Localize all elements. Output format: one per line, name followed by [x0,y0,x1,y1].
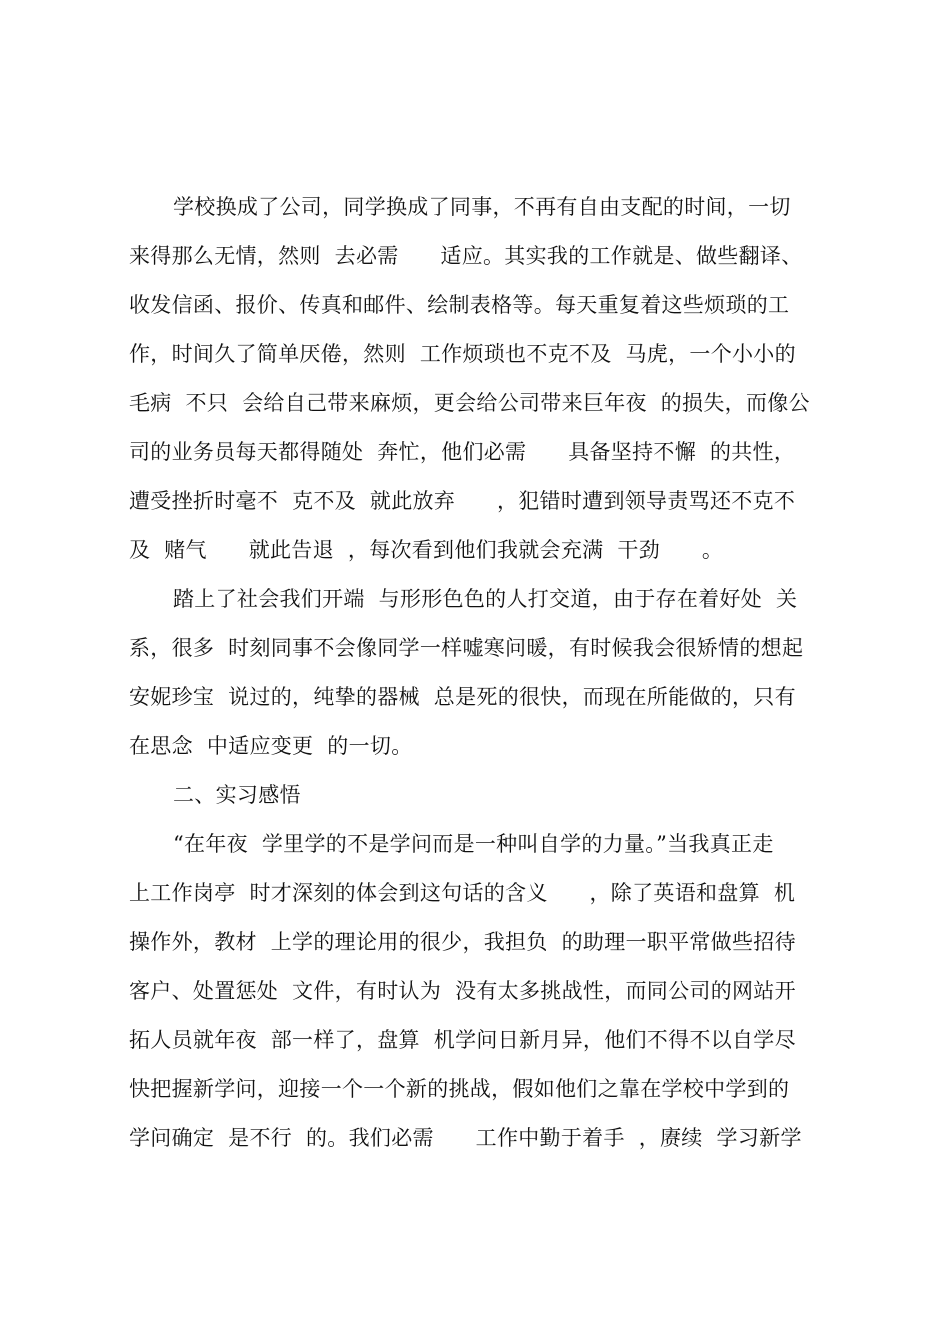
paragraph-2-line-1: 踏上了社会我们开端 与形形色色的人打交道，由于存在着好处 关 [173,587,798,611]
paragraph-1-line-1: 学校换成了公司，同学换成了同事，不再有自由支配的时间，一切 [173,195,791,219]
paragraph-2-line-4: 在思念 中适应变更 的一切。 [129,734,413,758]
paragraph-2-line-2: 系，很多 时刻同事不会像同学一样嘘寒问暖，有时候我会很矫情的想起 [129,636,804,660]
paragraph-2-line-3: 安妮珍宝 说过的，纯挚的器械 总是死的很快，而现在所能做的，只有 [129,685,796,709]
paragraph-3-line-1: “在年夜 学里学的不是学问而是一种叫自学的力量。”当我真正走 [173,832,774,856]
paragraph-3-line-2: 上工作岗亭 时才深刻的体会到这句话的含义 ，除了英语和盘算 机 [129,881,796,905]
paragraph-3-line-7: 学问确定 是不行 的。我们必需 工作中勤于着手 ，赓续 学习新学 [129,1126,802,1150]
paragraph-3-line-6: 快把握新学问，迎接一个一个新的挑战，假如他们之靠在学校中学到的 [129,1077,790,1101]
paragraph-3-line-4: 客户、处置惩处 文件，有时认为 没有太多挑战性，而同公司的网站开 [129,979,796,1003]
paragraph-1-line-4: 作，时间久了简单厌倦，然则 工作烦琐也不克不及 马虎，一个小小的 [129,342,796,366]
paragraph-3-line-3: 操作外，教材 上学的理论用的很少，我担负 的助理一职平常做些招待 [129,930,796,954]
paragraph-1-line-7: 遭受挫折时毫不 克不及 就此放弃 ，犯错时遭到领导责骂还不克不 [129,489,796,513]
paragraph-1-line-8: 及 赌气 就此告退 ，每次看到他们我就会充满 干劲 。 [129,538,724,562]
paragraph-1-line-3: 收发信函、报价、传真和邮件、绘制表格等。每天重复着这些烦琐的工 [129,293,790,317]
paragraph-1-line-5: 毛病 不只 会给自己带来麻烦，更会给公司带来巨年夜 的损失，而像公 [129,391,810,415]
paragraph-1-line-6: 司的业务员每天都得随处 奔忙，他们必需 具备坚持不懈 的共性， [129,440,796,464]
paragraph-3-line-5: 拓人员就年夜 部一样了，盘算 机学问日新月异，他们不得不以自学尽 [129,1028,796,1052]
paragraph-1-line-2: 来得那么无情，然则 去必需 适应。其实我的工作就是、做些翻译、 [129,244,803,268]
section-heading: 二、实习感悟 [173,783,301,807]
